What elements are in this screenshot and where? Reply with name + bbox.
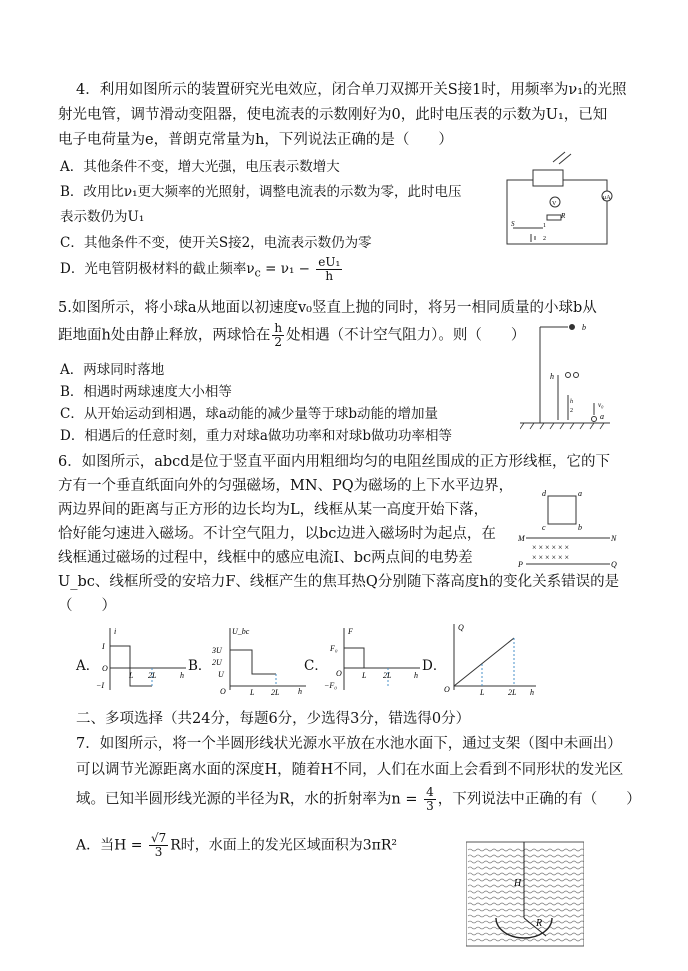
- label-h-half-num: h: [570, 399, 573, 405]
- graph-c-tick-neg-F0: −F₀: [324, 681, 338, 690]
- q5-stem2-suffix: 处相遇（不计空气阻力）。则（ ）: [286, 327, 526, 344]
- q5-half-fraction: [272, 322, 284, 349]
- q7-refractive-index: [424, 786, 436, 813]
- graph-c-tick-L: L: [362, 671, 367, 680]
- graph-b: [208, 624, 308, 696]
- graph-d: [440, 620, 540, 696]
- graph-d-origin: O: [444, 685, 450, 694]
- q6-stem-line6: U_bc、线框所受的安培力F、线框产生的焦耳热Q分别随下落高度h的变化关系错误的是: [58, 574, 620, 590]
- switch-label: S: [511, 220, 515, 228]
- q5-option-a: A．两球同时落地: [60, 362, 165, 378]
- label-h: h: [550, 372, 554, 381]
- two-balls-figure: [520, 315, 610, 435]
- q5-option-d: D．相遇后的任意时刻，重力对球a做功功率和对球b做功功率相等: [60, 428, 453, 444]
- label-b: b: [582, 323, 586, 332]
- q4-frac-num: eU₁: [318, 255, 341, 269]
- q6-stem-line7: （ ）: [58, 598, 116, 614]
- q6-option-a-label: A．: [76, 658, 100, 674]
- q7-a-den: 3: [154, 845, 163, 859]
- label-Q: Q: [611, 560, 617, 569]
- label-c: c: [542, 523, 546, 532]
- ground-hatching: [520, 423, 604, 429]
- photoelectric-circuit-figure: [503, 150, 613, 250]
- circuit-outline: [507, 180, 607, 244]
- q4-option-d-prefix: D．光电管阴极材料的截止频率ν: [60, 261, 255, 277]
- graph-c-curve: [344, 648, 388, 668]
- q7-option-a-fraction: [149, 832, 168, 859]
- ball-b-start: [570, 325, 575, 330]
- graph-a-tick-neg-I: −I: [96, 681, 105, 690]
- q4-option-d-fraction: [316, 256, 342, 283]
- q4-option-b-line1: B．改用比ν₁更大频率的光照射，调整电流表的示数为零，此时电压: [60, 184, 462, 200]
- q7-option-a: [76, 832, 397, 859]
- microammeter-label: μA: [603, 195, 611, 201]
- graph-c-xlabel: h: [414, 671, 418, 680]
- square-loop: [548, 496, 576, 524]
- ball-meet-1: [566, 373, 571, 378]
- q6-stem-line3: 两边界间的距离与正方形的边长均为L，线框从某一高度开始下落，: [58, 502, 489, 518]
- graph-b-ylabel: U_bc: [232, 627, 250, 636]
- graph-c-origin: O: [336, 669, 342, 678]
- graph-a-tick-I: I: [102, 642, 105, 651]
- q4-option-d-eq: = ν₁ −: [260, 261, 315, 277]
- q7-stem3-prefix: 域。已知半圆形线光源的半径为R，水的折射率为n =: [76, 791, 423, 808]
- label-a: a: [578, 489, 582, 498]
- graph-b-tick-3U: 3U: [212, 646, 222, 655]
- q5-stem-line1: 5.如图所示，将小球a从地面以初速度v₀竖直上抛的同时，将另一相同质量的小球b从: [58, 300, 597, 316]
- graph-d-tick-L: L: [480, 688, 485, 696]
- q6-option-b-label: B．: [188, 658, 212, 674]
- graph-b-tick-U: U: [218, 670, 224, 679]
- graph-c-tick-2L: 2L: [383, 671, 392, 680]
- q5-frac-den: 2: [274, 335, 283, 349]
- graph-c-ylabel: F: [348, 627, 353, 636]
- q7-stem3-suffix: ，下列说法中正确的有（ ）: [437, 791, 641, 808]
- graph-a-xlabel: h: [180, 671, 184, 680]
- graph-c: [324, 624, 424, 696]
- graph-b-xlabel: h: [298, 687, 302, 696]
- q7-option-a-suffix: R时，水面上的发光区域面积为3πR²: [170, 837, 398, 854]
- q5-frac-num: h: [274, 321, 283, 335]
- label-M: M: [518, 534, 525, 543]
- graph-a-curve: [110, 646, 152, 686]
- label-R: R: [536, 918, 543, 929]
- graph-b-tick-2L: 2L: [271, 688, 280, 696]
- q7-stem-line1: 7．如图所示，将一个半圆形线状光源水平放在水池水面下，通过支架（图中未画出）: [76, 736, 622, 752]
- field-crosses-row2: × × × × × ×: [532, 553, 570, 562]
- square-loop-field-figure: [518, 484, 618, 574]
- q4-option-d: [60, 256, 344, 283]
- q5-option-b: B．相遇时两球速度大小相等: [60, 384, 232, 400]
- field-crosses-row1: × × × × × ×: [532, 543, 570, 552]
- q4-option-a: A．其他条件不变，增大光强，电压表示数增大: [60, 159, 340, 175]
- switch-pos-2: 2: [543, 236, 546, 242]
- graph-c-tick-F0: F₀: [330, 644, 338, 653]
- graph-b-origin: O: [220, 687, 226, 696]
- graph-b-tick-L: L: [250, 688, 255, 696]
- q4-stem-line2: 射光电管，调节滑动变阻器，使电流表的示数刚好为0，此时电压表的示数为U₁，已知: [58, 107, 608, 123]
- ball-meet-2: [574, 373, 579, 378]
- graph-d-ylabel: Q: [458, 623, 464, 632]
- graph-d-xlabel: h: [530, 688, 534, 696]
- q5-stem-line2: [58, 322, 525, 349]
- q7-stem-line2: 可以调节光源距离水面的深度H，随着H不同，人们在水面上会看到不同形状的发光区: [76, 762, 624, 778]
- q4-frac-den: h: [325, 269, 334, 283]
- q7-a-num: √7: [150, 831, 167, 845]
- label-b: b: [578, 523, 582, 532]
- label-v0: v₀: [598, 401, 604, 409]
- graph-a-tick-L: L: [129, 671, 134, 680]
- q6-stem-line1: 6．如图所示，abcd是位于竖直平面内用粗细均匀的电阻丝围成的正方形线框，它的下: [58, 454, 611, 470]
- graph-d-curve: [454, 638, 514, 686]
- label-h-half-den: 2: [570, 408, 573, 414]
- q5-stem2-prefix: 距地面h处由静止释放，两球恰在: [58, 327, 271, 344]
- water-pool-figure: [466, 838, 584, 948]
- voltmeter-label: V: [552, 201, 557, 207]
- switch-pos-1: 1: [543, 223, 546, 229]
- ball-a: [592, 417, 597, 422]
- q6-option-c-label: C．: [304, 658, 328, 674]
- q6-option-d-label: D．: [422, 658, 447, 674]
- graph-a: [96, 624, 188, 696]
- section-2-heading: 二、多项选择（共24分，每题6分，少选得3分，错选得0分）: [76, 711, 471, 727]
- label-a: a: [600, 412, 604, 421]
- label-d: d: [542, 489, 546, 498]
- graph-b-tick-2U: 2U: [212, 658, 222, 667]
- q6-stem-line5: 线框通过磁场的过程中，线框中的感应电流I、bc两点间的电势差: [58, 550, 473, 566]
- phototube: [533, 170, 563, 186]
- graph-b-curve: [230, 650, 276, 674]
- label-H: H: [514, 878, 522, 889]
- q4-stem-line1: 4．利用如图所示的装置研究光电效应，闭合单刀双掷开关S接1时，用频率为ν₁的光照: [76, 82, 627, 98]
- graph-d-tick-2L: 2L: [508, 688, 517, 696]
- graph-a-origin: O: [102, 664, 108, 673]
- rheostat: [547, 215, 561, 220]
- q4-option-d-sub: c: [254, 266, 261, 280]
- label-N: N: [611, 534, 617, 543]
- q5-option-c: C．从开始运动到相遇，球a动能的减少量等于球b动能的增加量: [60, 406, 439, 422]
- q6-stem-line2: 方有一个垂直纸面向外的匀强磁场，MN、PQ为磁场的上下水平边界，: [58, 478, 514, 494]
- label-P: P: [518, 560, 523, 569]
- q7-stem-line3: [76, 786, 641, 813]
- q4-stem-line3: 电子电荷量为e，普朗克常量为h，下列说法正确的是（ ）: [58, 132, 453, 148]
- q7-option-a-prefix: A．当H =: [76, 837, 147, 854]
- q4-option-c: C．其他条件不变，使开关S接2，电流表示数仍为零: [60, 235, 372, 251]
- q7-n-den: 3: [426, 799, 434, 813]
- q6-stem-line4: 恰好能匀速进入磁场。不计空气阻力，以bc边进入磁场时为起点，在: [58, 526, 496, 542]
- pool-outline: [466, 842, 584, 946]
- rheostat-label: R: [561, 212, 566, 220]
- graph-a-tick-2L: 2L: [148, 671, 157, 680]
- q7-n-num: 4: [426, 785, 434, 799]
- q4-option-b-line2: 表示数仍为U₁: [60, 209, 145, 225]
- graph-a-ylabel: i: [114, 627, 117, 636]
